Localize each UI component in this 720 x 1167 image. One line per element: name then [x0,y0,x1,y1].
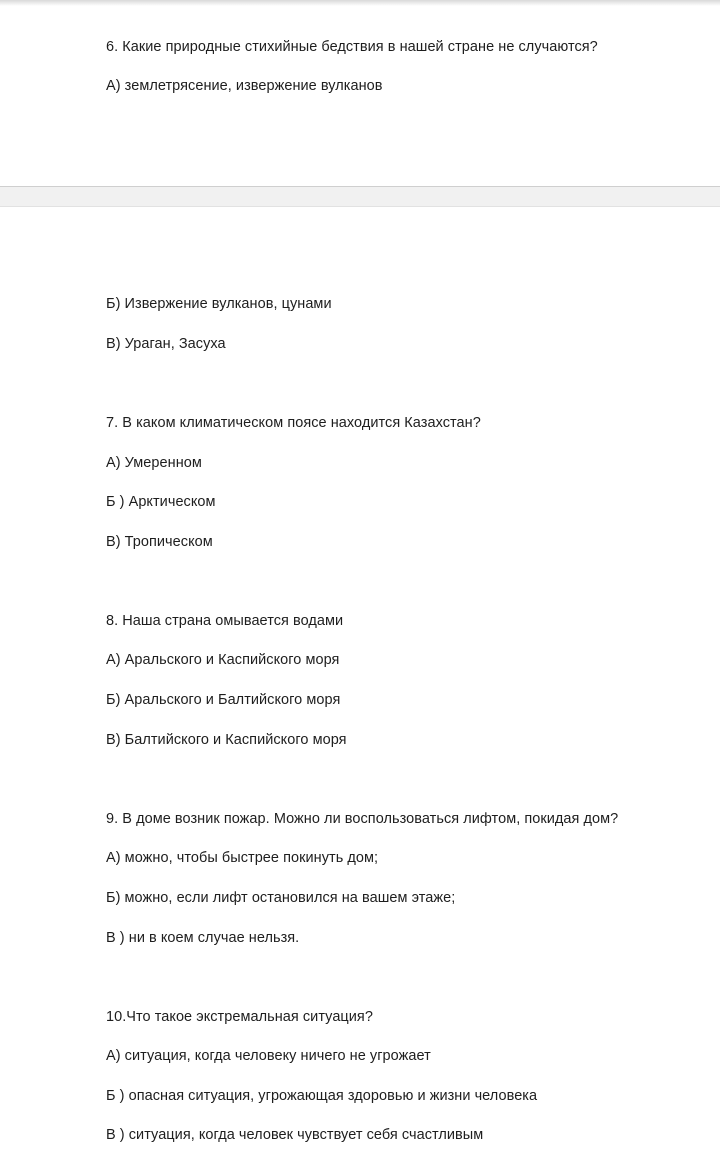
question-10-text: 10.Что такое экстремальная ситуация? [106,1009,373,1025]
question-6-option-c: В) Ураган, Засуха [106,336,226,352]
question-9-text: 9. В доме возник пожар. Можно ли воспользоваться лифтом, покидая дом? [106,811,619,827]
question-8-option-c: В) Балтийского и Каспийского моря [106,732,347,748]
top-page-edge [0,0,720,6]
question-10-option-a: А) ситуация, когда человеку ничего не угрожает [106,1048,431,1064]
question-7-text: 7. В каком климатическом поясе находится Казахстан? [106,415,481,431]
question-6-option-a: А) землетрясение, извержение вулканов [106,78,383,94]
question-10-option-c: В ) ситуация, когда человек чувствует себя счастливым [106,1127,484,1143]
question-9-option-b: Б) можно, если лифт остановился на вашем этаже; [106,890,456,906]
question-8-option-b: Б) Аральского и Балтийского моря [106,692,341,708]
question-7-option-b: Б ) Арктическом [106,494,216,510]
question-8-option-a: А) Аральского и Каспийского моря [106,652,340,668]
question-7-option-a: А) Умеренном [106,455,202,471]
question-10-option-b: Б ) опасная ситуация, угрожающая здоровью и жизни человека [106,1088,538,1104]
question-6-option-b: Б) Извержение вулканов, цунами [106,296,332,312]
question-8-text: 8. Наша страна омывается водами [106,613,344,629]
question-9-option-a: А) можно, чтобы быстрее покинуть дом; [106,850,379,866]
question-7-option-c: В) Тропическом [106,534,213,550]
question-6-text: 6. Какие природные стихийные бедствия в нашей стране не случаются? [106,39,598,55]
page-break [0,186,720,207]
question-9-option-c: В ) ни в коем случае нельзя. [106,930,300,946]
